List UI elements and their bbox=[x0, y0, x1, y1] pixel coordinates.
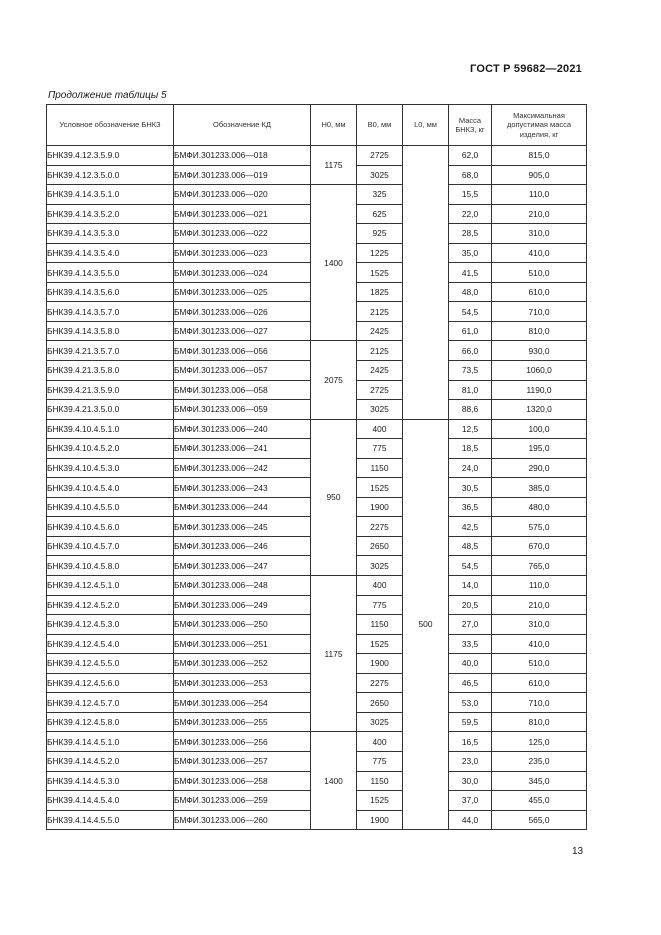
mass-cell: 16,5 bbox=[449, 732, 492, 752]
header-l0: L0, мм bbox=[403, 105, 449, 146]
b0-cell: 1825 bbox=[357, 282, 403, 302]
b0-cell: 2650 bbox=[357, 536, 403, 556]
max-mass-cell: 290,0 bbox=[492, 458, 587, 478]
max-mass-cell: 310,0 bbox=[492, 615, 587, 635]
header-max-mass: Максимальная допустимая масса изделия, кг bbox=[492, 105, 587, 146]
kd-cell: БМФИ.301233.006—019 bbox=[174, 165, 311, 185]
mass-cell: 44,0 bbox=[449, 810, 492, 830]
designation-cell: БНК39.4.21.3.5.7.0 bbox=[47, 341, 174, 361]
mass-cell: 27,0 bbox=[449, 615, 492, 635]
max-mass-cell: 110,0 bbox=[492, 576, 587, 596]
max-mass-cell: 310,0 bbox=[492, 224, 587, 244]
b0-cell: 2125 bbox=[357, 341, 403, 361]
mass-cell: 61,0 bbox=[449, 321, 492, 341]
kd-cell: БМФИ.301233.006—027 bbox=[174, 321, 311, 341]
b0-cell: 400 bbox=[357, 576, 403, 596]
b0-cell: 1525 bbox=[357, 791, 403, 811]
max-mass-cell: 210,0 bbox=[492, 204, 587, 224]
designation-cell: БНК39.4.12.3.5.0.0 bbox=[47, 165, 174, 185]
max-mass-cell: 510,0 bbox=[492, 654, 587, 674]
max-mass-cell: 710,0 bbox=[492, 693, 587, 713]
designation-cell: БНК39.4.12.4.5.6.0 bbox=[47, 673, 174, 693]
max-mass-cell: 670,0 bbox=[492, 536, 587, 556]
max-mass-cell: 510,0 bbox=[492, 263, 587, 283]
designation-cell: БНК39.4.10.4.5.7.0 bbox=[47, 536, 174, 556]
max-mass-cell: 100,0 bbox=[492, 419, 587, 439]
kd-cell: БМФИ.301233.006—251 bbox=[174, 634, 311, 654]
kd-cell: БМФИ.301233.006—254 bbox=[174, 693, 311, 713]
max-mass-cell: 410,0 bbox=[492, 243, 587, 263]
kd-cell: БМФИ.301233.006—059 bbox=[174, 400, 311, 420]
max-mass-cell: 210,0 bbox=[492, 595, 587, 615]
mass-cell: 14,0 bbox=[449, 576, 492, 596]
h0-cell: 1175 bbox=[311, 576, 357, 732]
header-b0: B0, мм bbox=[357, 105, 403, 146]
designation-cell: БНК39.4.10.4.5.6.0 bbox=[47, 517, 174, 537]
mass-cell: 30,5 bbox=[449, 478, 492, 498]
max-mass-cell: 125,0 bbox=[492, 732, 587, 752]
b0-cell: 3025 bbox=[357, 712, 403, 732]
b0-cell: 1900 bbox=[357, 654, 403, 674]
kd-cell: БМФИ.301233.006—249 bbox=[174, 595, 311, 615]
kd-cell: БМФИ.301233.006—020 bbox=[174, 185, 311, 205]
max-mass-cell: 195,0 bbox=[492, 439, 587, 459]
kd-cell: БМФИ.301233.006—252 bbox=[174, 654, 311, 674]
h0-cell: 950 bbox=[311, 419, 357, 575]
b0-cell: 1525 bbox=[357, 634, 403, 654]
mass-cell: 18,5 bbox=[449, 439, 492, 459]
max-mass-cell: 345,0 bbox=[492, 771, 587, 791]
max-mass-cell: 235,0 bbox=[492, 751, 587, 771]
designation-cell: БНК39.4.14.4.5.4.0 bbox=[47, 791, 174, 811]
designation-cell: БНК39.4.10.4.5.1.0 bbox=[47, 419, 174, 439]
kd-cell: БМФИ.301233.006—256 bbox=[174, 732, 311, 752]
mass-cell: 46,5 bbox=[449, 673, 492, 693]
h0-cell: 1175 bbox=[311, 146, 357, 185]
table-row bbox=[47, 341, 587, 361]
mass-cell: 40,0 bbox=[449, 654, 492, 674]
b0-cell: 1150 bbox=[357, 615, 403, 635]
designation-cell: БНК39.4.14.3.5.5.0 bbox=[47, 263, 174, 283]
kd-cell: БМФИ.301233.006—244 bbox=[174, 497, 311, 517]
designation-cell: БНК39.4.14.3.5.8.0 bbox=[47, 321, 174, 341]
b0-cell: 2275 bbox=[357, 517, 403, 537]
document-code: ГОСТ Р 59682—2021 bbox=[470, 63, 582, 75]
b0-cell: 2125 bbox=[357, 302, 403, 322]
b0-cell: 2425 bbox=[357, 321, 403, 341]
h0-cell: 2075 bbox=[311, 341, 357, 419]
header-kd: Обозначение КД bbox=[174, 105, 311, 146]
mass-cell: 30,0 bbox=[449, 771, 492, 791]
max-mass-cell: 480,0 bbox=[492, 497, 587, 517]
kd-cell: БМФИ.301233.006—026 bbox=[174, 302, 311, 322]
designation-cell: БНК39.4.14.4.5.2.0 bbox=[47, 751, 174, 771]
mass-cell: 36,5 bbox=[449, 497, 492, 517]
max-mass-cell: 410,0 bbox=[492, 634, 587, 654]
designation-cell: БНК39.4.14.3.5.3.0 bbox=[47, 224, 174, 244]
designation-cell: БНК39.4.10.4.5.2.0 bbox=[47, 439, 174, 459]
table-body bbox=[47, 146, 587, 830]
table-row bbox=[47, 185, 587, 205]
kd-cell: БМФИ.301233.006—021 bbox=[174, 204, 311, 224]
b0-cell: 775 bbox=[357, 439, 403, 459]
b0-cell: 400 bbox=[357, 419, 403, 439]
b0-cell: 1150 bbox=[357, 771, 403, 791]
mass-cell: 35,0 bbox=[449, 243, 492, 263]
max-mass-cell: 1190,0 bbox=[492, 380, 587, 400]
kd-cell: БМФИ.301233.006—250 bbox=[174, 615, 311, 635]
b0-cell: 775 bbox=[357, 751, 403, 771]
designation-cell: БНК39.4.14.3.5.4.0 bbox=[47, 243, 174, 263]
b0-cell: 1900 bbox=[357, 810, 403, 830]
b0-cell: 400 bbox=[357, 732, 403, 752]
mass-cell: 59,5 bbox=[449, 712, 492, 732]
kd-cell: БМФИ.301233.006—240 bbox=[174, 419, 311, 439]
designation-cell: БНК39.4.12.4.5.1.0 bbox=[47, 576, 174, 596]
spec-table bbox=[46, 104, 587, 830]
max-mass-cell: 610,0 bbox=[492, 673, 587, 693]
mass-cell: 15,5 bbox=[449, 185, 492, 205]
b0-cell: 3025 bbox=[357, 400, 403, 420]
designation-cell: БНК39.4.12.4.5.3.0 bbox=[47, 615, 174, 635]
mass-cell: 41,5 bbox=[449, 263, 492, 283]
kd-cell: БМФИ.301233.006—241 bbox=[174, 439, 311, 459]
mass-cell: 66,0 bbox=[449, 341, 492, 361]
header-mass: Масса БНКЗ, кг bbox=[449, 105, 492, 146]
designation-cell: БНК39.4.21.3.5.0.0 bbox=[47, 400, 174, 420]
kd-cell: БМФИ.301233.006—242 bbox=[174, 458, 311, 478]
table-header-row bbox=[47, 105, 587, 146]
mass-cell: 73,5 bbox=[449, 361, 492, 381]
mass-cell: 53,0 bbox=[449, 693, 492, 713]
max-mass-cell: 1060,0 bbox=[492, 361, 587, 381]
designation-cell: БНК39.4.12.4.5.4.0 bbox=[47, 634, 174, 654]
kd-cell: БМФИ.301233.006—253 bbox=[174, 673, 311, 693]
max-mass-cell: 110,0 bbox=[492, 185, 587, 205]
kd-cell: БМФИ.301233.006—243 bbox=[174, 478, 311, 498]
max-mass-cell: 1320,0 bbox=[492, 400, 587, 420]
kd-cell: БМФИ.301233.006—056 bbox=[174, 341, 311, 361]
mass-cell: 23,0 bbox=[449, 751, 492, 771]
b0-cell: 1900 bbox=[357, 497, 403, 517]
b0-cell: 1525 bbox=[357, 263, 403, 283]
max-mass-cell: 810,0 bbox=[492, 321, 587, 341]
kd-cell: БМФИ.301233.006—057 bbox=[174, 361, 311, 381]
max-mass-cell: 905,0 bbox=[492, 165, 587, 185]
max-mass-cell: 610,0 bbox=[492, 282, 587, 302]
mass-cell: 81,0 bbox=[449, 380, 492, 400]
mass-cell: 33,5 bbox=[449, 634, 492, 654]
designation-cell: БНК39.4.21.3.5.8.0 bbox=[47, 361, 174, 381]
mass-cell: 42,5 bbox=[449, 517, 492, 537]
b0-cell: 925 bbox=[357, 224, 403, 244]
kd-cell: БМФИ.301233.006—022 bbox=[174, 224, 311, 244]
table-row bbox=[47, 146, 587, 166]
designation-cell: БНК39.4.14.3.5.2.0 bbox=[47, 204, 174, 224]
mass-cell: 54,5 bbox=[449, 556, 492, 576]
kd-cell: БМФИ.301233.006—257 bbox=[174, 751, 311, 771]
b0-cell: 1225 bbox=[357, 243, 403, 263]
designation-cell: БНК39.4.12.3.5.9.0 bbox=[47, 146, 174, 166]
designation-cell: БНК39.4.12.4.5.2.0 bbox=[47, 595, 174, 615]
designation-cell: БНК39.4.14.3.5.1.0 bbox=[47, 185, 174, 205]
b0-cell: 2650 bbox=[357, 693, 403, 713]
b0-cell: 625 bbox=[357, 204, 403, 224]
b0-cell: 3025 bbox=[357, 556, 403, 576]
l0-cell: 500 bbox=[403, 419, 449, 829]
b0-cell: 3025 bbox=[357, 165, 403, 185]
max-mass-cell: 765,0 bbox=[492, 556, 587, 576]
kd-cell: БМФИ.301233.006—255 bbox=[174, 712, 311, 732]
b0-cell: 2425 bbox=[357, 361, 403, 381]
mass-cell: 68,0 bbox=[449, 165, 492, 185]
max-mass-cell: 385,0 bbox=[492, 478, 587, 498]
mass-cell: 28,5 bbox=[449, 224, 492, 244]
header-h0: H0, мм bbox=[311, 105, 357, 146]
h0-cell: 1400 bbox=[311, 185, 357, 341]
designation-cell: БНК39.4.14.3.5.7.0 bbox=[47, 302, 174, 322]
mass-cell: 20,5 bbox=[449, 595, 492, 615]
header-designation: Условное обозначение БНКЗ bbox=[47, 105, 174, 146]
designation-cell: БНК39.4.14.4.5.3.0 bbox=[47, 771, 174, 791]
l0-cell bbox=[403, 146, 449, 420]
designation-cell: БНК39.4.12.4.5.5.0 bbox=[47, 654, 174, 674]
b0-cell: 2725 bbox=[357, 146, 403, 166]
max-mass-cell: 815,0 bbox=[492, 146, 587, 166]
max-mass-cell: 575,0 bbox=[492, 517, 587, 537]
max-mass-cell: 565,0 bbox=[492, 810, 587, 830]
designation-cell: БНК39.4.12.4.5.8.0 bbox=[47, 712, 174, 732]
b0-cell: 2725 bbox=[357, 380, 403, 400]
mass-cell: 12,5 bbox=[449, 419, 492, 439]
mass-cell: 37,0 bbox=[449, 791, 492, 811]
mass-cell: 62,0 bbox=[449, 146, 492, 166]
kd-cell: БМФИ.301233.006—023 bbox=[174, 243, 311, 263]
designation-cell: БНК39.4.14.3.5.6.0 bbox=[47, 282, 174, 302]
kd-cell: БМФИ.301233.006—025 bbox=[174, 282, 311, 302]
designation-cell: БНК39.4.21.3.5.9.0 bbox=[47, 380, 174, 400]
kd-cell: БМФИ.301233.006—260 bbox=[174, 810, 311, 830]
mass-cell: 48,0 bbox=[449, 282, 492, 302]
b0-cell: 1525 bbox=[357, 478, 403, 498]
max-mass-cell: 710,0 bbox=[492, 302, 587, 322]
kd-cell: БМФИ.301233.006—024 bbox=[174, 263, 311, 283]
mass-cell: 24,0 bbox=[449, 458, 492, 478]
designation-cell: БНК39.4.10.4.5.3.0 bbox=[47, 458, 174, 478]
mass-cell: 48,5 bbox=[449, 536, 492, 556]
kd-cell: БМФИ.301233.006—259 bbox=[174, 791, 311, 811]
mass-cell: 22,0 bbox=[449, 204, 492, 224]
b0-cell: 325 bbox=[357, 185, 403, 205]
table-caption: Продолжение таблицы 5 bbox=[48, 90, 167, 101]
b0-cell: 2275 bbox=[357, 673, 403, 693]
b0-cell: 775 bbox=[357, 595, 403, 615]
designation-cell: БНК39.4.10.4.5.4.0 bbox=[47, 478, 174, 498]
kd-cell: БМФИ.301233.006—058 bbox=[174, 380, 311, 400]
page-number: 13 bbox=[572, 846, 584, 857]
mass-cell: 88,6 bbox=[449, 400, 492, 420]
max-mass-cell: 455,0 bbox=[492, 791, 587, 811]
table-row bbox=[47, 419, 587, 439]
kd-cell: БМФИ.301233.006—258 bbox=[174, 771, 311, 791]
designation-cell: БНК39.4.14.4.5.1.0 bbox=[47, 732, 174, 752]
max-mass-cell: 930,0 bbox=[492, 341, 587, 361]
mass-cell: 54,5 bbox=[449, 302, 492, 322]
kd-cell: БМФИ.301233.006—247 bbox=[174, 556, 311, 576]
table-row bbox=[47, 576, 587, 596]
kd-cell: БМФИ.301233.006—248 bbox=[174, 576, 311, 596]
kd-cell: БМФИ.301233.006—246 bbox=[174, 536, 311, 556]
b0-cell: 1150 bbox=[357, 458, 403, 478]
table-row bbox=[47, 732, 587, 752]
kd-cell: БМФИ.301233.006—018 bbox=[174, 146, 311, 166]
designation-cell: БНК39.4.12.4.5.7.0 bbox=[47, 693, 174, 713]
h0-cell: 1400 bbox=[311, 732, 357, 830]
designation-cell: БНК39.4.10.4.5.8.0 bbox=[47, 556, 174, 576]
kd-cell: БМФИ.301233.006—245 bbox=[174, 517, 311, 537]
designation-cell: БНК39.4.10.4.5.5.0 bbox=[47, 497, 174, 517]
designation-cell: БНК39.4.14.4.5.5.0 bbox=[47, 810, 174, 830]
max-mass-cell: 810,0 bbox=[492, 712, 587, 732]
